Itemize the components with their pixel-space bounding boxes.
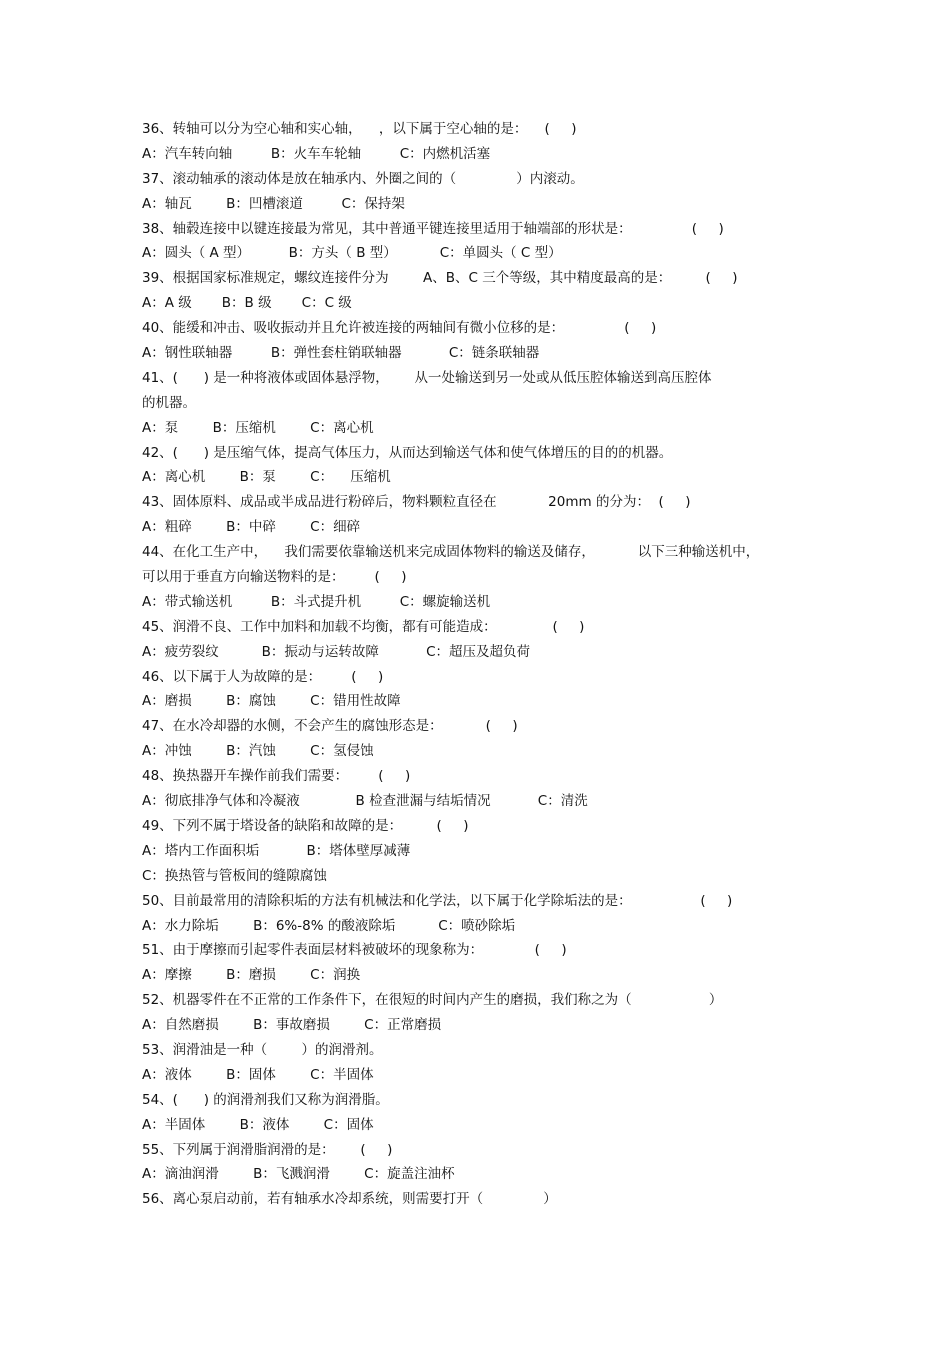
options-line: A：水力除垢 B：6%-8% 的酸液除垢 C：喷砂除垢 [142,917,516,934]
question-line: 53、润滑油是一种（ ）的润滑剂。 [142,1041,383,1058]
question-line: 49、下列不属于塔设备的缺陷和故障的是： ( ) [142,817,469,834]
options-line: A：疲劳裂纹 B：振动与运转故障 C：超压及超负荷 [142,643,531,660]
question-line: 54、( ) 的润滑剂我们又称为润滑脂。 [142,1091,389,1108]
question-line: 44、在化工生产中， 我们需要依靠输送机来完成固体物料的输送及储存， 以下三种输送机中， [142,544,760,561]
options-line: A：磨损 B：腐蚀 C：错用性故障 [142,693,401,710]
options-line: A：滴油润滑 B：飞溅润滑 C：旋盖注油杯 [142,1166,455,1183]
document-body [142,117,822,1212]
question-line: 39、根据国家标准规定，螺纹连接件分为 A、B、C 三个等级，其中精度最高的是： ( ) [142,270,738,287]
question-line: 50、目前最常用的清除积垢的方法有机械法和化学法，以下属于化学除垢法的是： ( ) [142,892,733,909]
options-line: A：钢性联轴器 B：弹性套柱销联轴器 C：链条联轴器 [142,345,540,362]
options-line: A：带式输送机 B：斗式提升机 C：螺旋输送机 [142,593,491,610]
options-line: A：塔内工作面积垢 B：塔体壁厚减薄 [142,842,411,859]
options-line: A：离心机 B：泵 C： 压缩机 [142,469,391,486]
options-line: A：泵 B：压缩机 C：离心机 [142,419,374,436]
options-line: A：自然磨损 B：事故磨损 C：正常磨损 [142,1017,442,1034]
question-line: 的机器。 [142,394,196,411]
question-line: 47、在水冷却器的水侧，不会产生的腐蚀形态是： ( ) [142,718,518,735]
options-line: A：轴瓦 B：凹槽滚道 C：保持架 [142,195,405,212]
question-line: 56、离心泵启动前，若有轴承水冷却系统，则需要打开（ ） [142,1191,557,1208]
question-line: 37、滚动轴承的滚动体是放在轴承内、外圈之间的（ ）内滚动。 [142,170,584,187]
options-line: C：换热管与管板间的缝隙腐蚀 [142,867,327,884]
question-line: 41、( ) 是一种将液体或固体悬浮物， 从一处输送到另一处或从低压腔体输送到高压腔体 [142,369,712,386]
options-line: A：粗碎 B：中碎 C：细碎 [142,519,361,536]
question-line: 可以用于垂直方向输送物料的是： ( ) [142,569,407,586]
question-line: 48、换热器开车操作前我们需要： ( ) [142,768,411,785]
question-line: 40、能缓和冲击、吸收振动并且允许被连接的两轴间有微小位移的是： ( ) [142,320,657,337]
options-line: A：圆头（ A 型） B：方头（ B 型） C：单圆头（ C 型） [142,245,562,262]
question-line: 43、固体原料、成品或半成品进行粉碎后，物料颗粒直径在 20mm 的分为： ( ) [142,494,691,511]
options-line: A：液体 B：固体 C：半固体 [142,1066,374,1083]
question-line: 45、润滑不良、工作中加料和加载不均衡，都有可能造成： ( ) [142,618,585,635]
options-line: A：冲蚀 B：汽蚀 C：氢侵蚀 [142,743,374,760]
question-line: 51、由于摩擦而引起零件表面层材料被破坏的现象称为： ( ) [142,942,567,959]
options-line: A：A 级 B：B 级 C：C 级 [142,295,352,312]
options-line: A：彻底排净气体和冷凝液 B 检查泄漏与结垢情况 C：清洗 [142,793,588,810]
question-line: 46、以下属于人为故障的是： ( ) [142,668,384,685]
options-line: A：汽车转向轴 B：火车车轮轴 C：内燃机活塞 [142,145,491,162]
question-line: 52、机器零件在不正常的工作条件下，在很短的时间内产生的磨损，我们称之为（ ） [142,992,723,1009]
question-line: 38、轴毂连接中以键连接最为常见，其中普通平键连接里适用于轴端部的形状是： ( ) [142,220,724,237]
question-line: 36、转轴可以分为空心轴和实心轴， ，以下属于空心轴的是： ( ) [142,121,577,137]
question-line: 55、下列属于润滑脂润滑的是： ( ) [142,1141,393,1158]
options-line: A：摩擦 B：磨损 C：润换 [142,967,361,984]
options-line: A：半固体 B：液体 C：固体 [142,1116,374,1133]
question-line: 42、( ) 是压缩气体，提高气体压力，从而达到输送气体和使气体增压的目的的机器。 [142,444,673,461]
